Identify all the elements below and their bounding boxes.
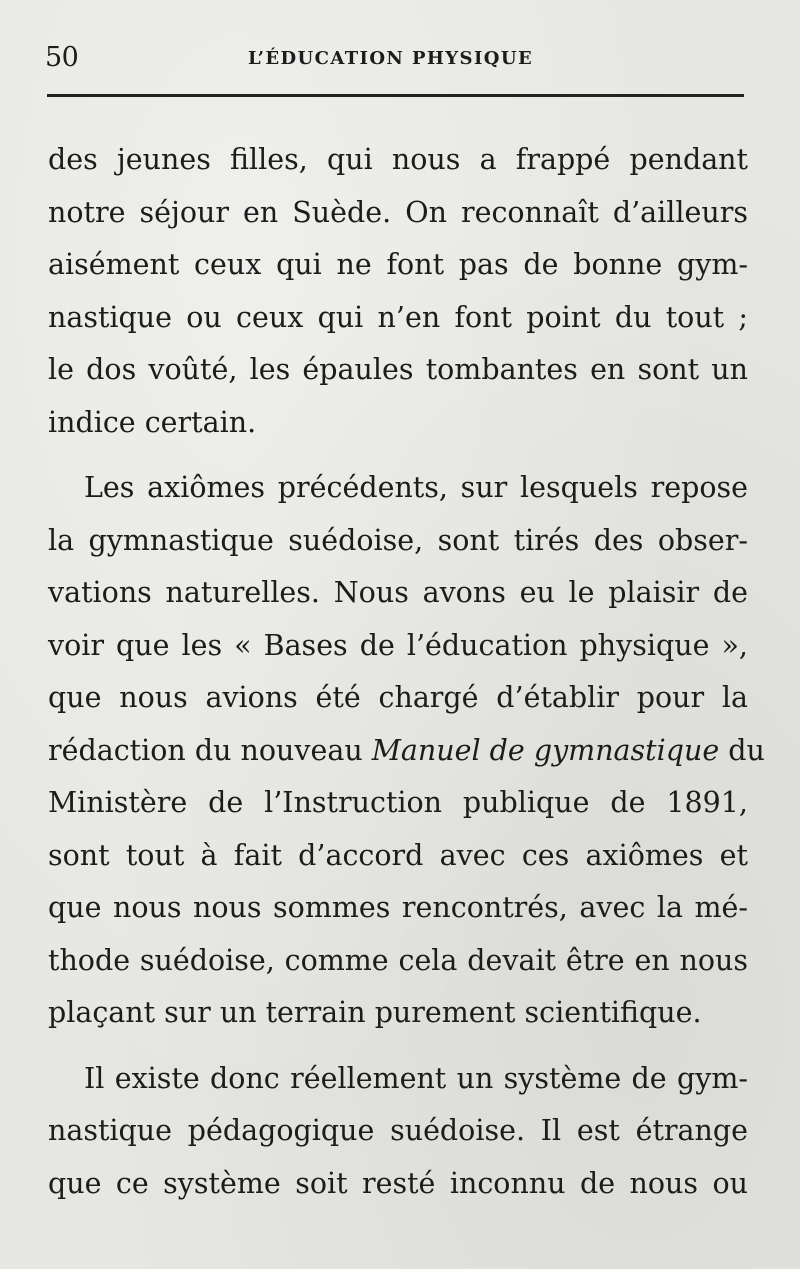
text-line: Il existe donc réellement un système de gym- (84, 1061, 748, 1095)
running-title: L’ÉDUCATION PHYSIQUE (248, 48, 534, 69)
text-line: que nous nous sommes rencontrés, avec la mé- (48, 891, 748, 924)
text-line: Ministère de l’Instruction publique de 1891, (48, 786, 748, 819)
text-line: thode suédoise, comme cela devait être en nous (48, 943, 748, 977)
italic-title: Manuel de gymnastique (371, 733, 720, 767)
page-number: 50 (45, 42, 79, 73)
text-line: plaçant sur un terrain purement scientifique. (48, 996, 702, 1029)
text-run: rédaction du nouveau (48, 733, 372, 767)
paragraph-2 (48, 462, 765, 1040)
text-run: du (719, 733, 765, 767)
paragraph-gap (48, 1040, 748, 1053)
text-line: sont tout à fait d’accord avec ces axiômes et (48, 838, 748, 872)
text-line: la gymnastique suédoise, sont tirés des obser- (48, 523, 748, 557)
text-line: que ce système soit resté inconnu de nous ou (48, 1166, 748, 1200)
text-line: le dos voûté, les épaules tombantes en sont un (48, 353, 748, 386)
text-line-with-italic (48, 725, 765, 778)
paragraph-3 (48, 1053, 748, 1211)
text-line: des jeunes filles, qui nous a frappé pendant (48, 143, 748, 176)
running-head (45, 40, 745, 80)
text-line: que nous avions été chargé d’établir pour la (48, 681, 748, 714)
text-line: indice certain. (48, 405, 257, 439)
text-line: nastique ou ceux qui n’en font point du tout ; (48, 300, 748, 334)
paragraph-gap (48, 449, 748, 462)
header-rule (47, 94, 744, 97)
text-line: nastique pédagogique suédoise. Il est étrange (48, 1114, 748, 1147)
text-line: voir que les « Bases de l’éducation physique », (48, 628, 748, 662)
text-line: aisément ceux qui ne font pas de bonne gym- (48, 248, 748, 281)
text-line: Les axiômes précédents, sur lesquels repose (84, 471, 748, 504)
text-line: vations naturelles. Nous avons eu le plaisir de (48, 576, 748, 609)
body-text (48, 134, 765, 1210)
text-line: notre séjour en Suède. On reconnaît d’ailleurs (48, 195, 748, 229)
paragraph-1 (48, 134, 748, 449)
